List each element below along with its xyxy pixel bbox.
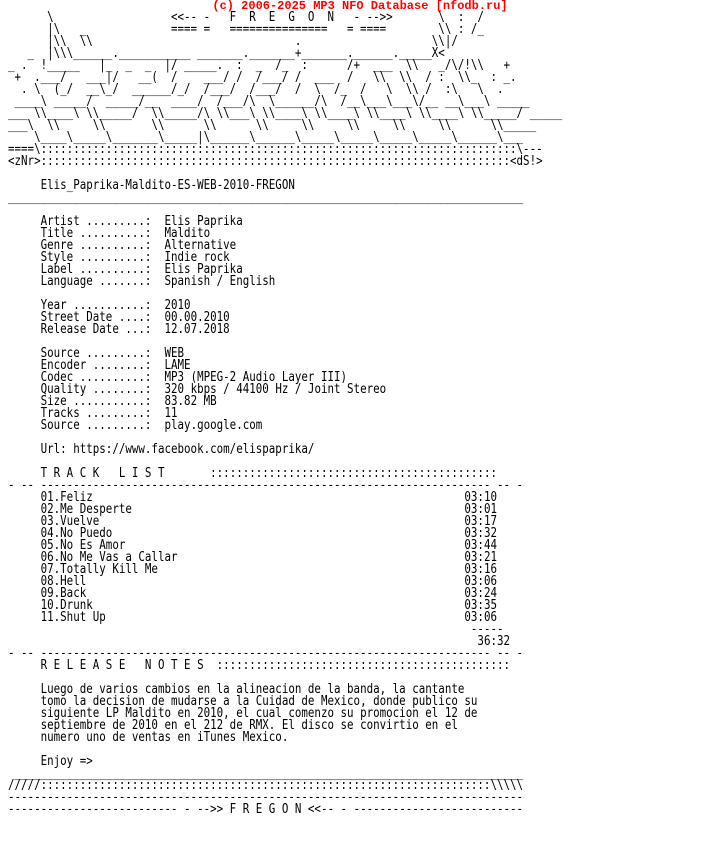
track-title: 03.Vuelve xyxy=(40,514,100,529)
info-label: Size ...........: xyxy=(40,394,152,409)
info-label: Label ..........: xyxy=(40,262,152,277)
info-label: Release Date ...: xyxy=(40,322,152,337)
info-value: 12.07.2018 xyxy=(164,322,230,337)
info-value: MP3 (MPEG-2 Audio Layer III) xyxy=(164,370,348,385)
track-time: 03:06 xyxy=(464,574,497,589)
ascii-banner-line: <zNr>::::::::::::::::::::::::::::::::::::::::::::::::::::::::::::::::::::::::<dS!> xyxy=(8,154,543,169)
info-label: Title ..........: xyxy=(40,226,152,241)
info-value: play.google.com xyxy=(164,418,263,433)
track-title: 07.Totally Kill Me xyxy=(40,562,158,577)
track-title: 04.No Puedo xyxy=(40,526,113,541)
info-label: Tracks .........: xyxy=(40,406,152,421)
info-value: 83.82 MB xyxy=(164,394,217,409)
info-label: Quality ........: xyxy=(40,382,152,397)
track-time: 03:21 xyxy=(464,550,497,565)
track-time: 03:01 xyxy=(464,502,497,517)
nfo-text: \ <<-- - F R E G O N - -->> \ : / |\ _ ==== = =============== = ==== \\ : /_ |\\ \\ . \\|/ _ |\\\______.___________ _______._______+_______.______._____X< _ . !_____ |_ _ _ |/ _____. : _ /_ : /+ ___ \\ _/\/!\\ + + .___/ ___|/ __( / ___/ / /___/ / ___ / \\ \\ / : \\_ : _. . \ (_/ __\_/ ______/_/ /___/ /___/ / \ /_ / \ \\ / :\ \ . ____\ _____/ _____/__ ____/ /___/\ \______/\ /__\___\___\/__ __\___\ _____ ___ \\____\ \\_____/ \\_____/\ \\___\ \\____\ \\____\ \\____\ \\____\ \\_____/ _____ ___\ \\ \\ \\ \\ \\ \\ \\ \\ \\ \\_____ \____\_____\_______\_____|\______\______\_____\_____\_____\_____\______\___ ====\:::::::::::::::::::::::::::::::::::::::::::::::::::::::::::::::::::::::::\--- <zNr>::::::::::::::::::::::::::::::::::::::::::::::::::::::::::::::::::::::::<dS!> Elis_Paprika-Maldito-ES-WEB-2010-FREGON _______________________________________________________________________________ Artist .........: Elis Paprika Title ..........: Maldito Genre ..........: Alternative Style ..........: Indie rock Label ..........: Elis Paprika Language .......: Spanish / English Year ...........: 2010 Street Date ....: 00.00.2010 Release Date ...: 12.07.2018 Source .........: WEB Encoder ........: LAME Codec ..........: MP3 (MPEG-2 Audio Layer III) Quality ........: 320 kbps / 44100 Hz / Joint Stereo Size ...........: 83.82 MB Tracks .........: 11 Source .........: play.google.com Url: https://www.facebook.com/elispaprika/ T R A C K L I S T :::::::::::::::::::::::::::::::::::::::::::: - -- --------------------------------------------------------------------- -- - 01.Feliz 03:10 02.Me Desperte 03:01 03.Vuelve 03:17 04.No Puedo 03:32 05.No Es Amor 03:44 06.No Me Vas a Callar 03:21 07.Totally Kill Me 03:16 08.Hell 03:06 09.Back 03:24 10.Drunk 03:35 11.Shut Up 03:06 ----- 36:32 - -- --------------------------------------------------------------------- -- - R E L E A S E N O T E S ::::::::::::::::::::::::::::::::::::::::::::: Luego de varios cambios en la alineacion de la banda, la cantante tomo la decision de mudarse a la Cuidad de Mexico, donde publico su siguiente LP Maldito en 2010, el cual comenzo su promocion el 12 de septiembre de 2010 en el 212 de RMX. El disco se convirtio en el numero uno de ventas en iTunes Mexico. Enjoy => ______________________________________________________________________________ /////:::::::::::::::::::::::::::::::::::::::::::::::::::::::::::::::::::::\\\\\ ------------------------------------------------------------------------------- -------------------------- - -->> F R E G O N <<-- - -------------------------- xyxy=(8,10,563,817)
info-label: Artist .........: xyxy=(40,214,152,229)
ascii-banner-line: |\ _ ==== = =============== = ==== \\ : /_ xyxy=(8,22,484,37)
info-value: Elis Paprika xyxy=(164,214,243,229)
track-time: 03:06 xyxy=(464,610,497,625)
info-label: Source .........: xyxy=(40,418,152,433)
release-note-line: siguiente LP Maldito en 2010, el cual comenzo su promocion el 12 de xyxy=(40,706,478,721)
ascii-banner-line: + .___/ ___|/ __( / ___/ / /___/ / ___ / \\ \\ / : \\_ : _. xyxy=(8,70,517,85)
info-value: 11 xyxy=(164,406,178,421)
ascii-banner-line: _ . !_____ |_ _ _ |/ _____. : _ /_ : /+ ___ \\ _/\/!\\ + xyxy=(8,58,511,73)
release-note-line: Luego de varios cambios en la alineacion de la banda, la cantante xyxy=(40,682,465,697)
track-title: 05.No Es Amor xyxy=(40,538,126,553)
info-label: Encoder ........: xyxy=(40,358,152,373)
url-line: Url: https://www.facebook.com/elispaprika/ xyxy=(40,442,315,457)
track-title: 08.Hell xyxy=(40,574,87,589)
track-time: 03:17 xyxy=(464,514,497,529)
info-label: Codec ..........: xyxy=(40,370,152,385)
enjoy-text: Enjoy => xyxy=(40,754,93,769)
track-time: 03:10 xyxy=(464,490,497,505)
track-time: 03:24 xyxy=(464,586,497,601)
info-value: Maldito xyxy=(164,226,211,241)
info-value: 320 kbps / 44100 Hz / Joint Stereo xyxy=(164,382,387,397)
track-time: 03:35 xyxy=(464,598,497,613)
track-title: 06.No Me Vas a Callar xyxy=(40,550,178,565)
track-title: 02.Me Desperte xyxy=(40,502,132,517)
track-title: 09.Back xyxy=(40,586,87,601)
total-time: 36:32 xyxy=(477,634,511,649)
track-title: 11.Shut Up xyxy=(40,610,106,625)
release-note-line: numero uno de ventas en iTunes Mexico. xyxy=(40,730,289,745)
ascii-banner-line: ====\:::::::::::::::::::::::::::::::::::::::::::::::::::::::::::::::::::::::::\--- xyxy=(8,142,543,157)
ascii-banner-line: ___ \\____\ \\_____/ \\_____/\ \\___\ \\____\ \\____\ \\____\ \\____\ \\_____/ _____ xyxy=(8,106,563,121)
track-time: 03:16 xyxy=(464,562,497,577)
info-label: Year ...........: xyxy=(40,298,152,313)
info-label: Street Date ....: xyxy=(40,310,152,325)
ascii-banner-line: . \ (_/ __\_/ ______/_/ /___/ /___/ / \ /_ / \ \\ / :\ \ . xyxy=(8,82,504,97)
ascii-banner-line: \____\_____\_______\_____|\______\______\_____\_____\_____\_____\______\___ xyxy=(8,130,524,145)
info-value: Indie rock xyxy=(164,250,230,265)
track-time: 03:32 xyxy=(464,526,497,541)
info-value: Alternative xyxy=(164,238,237,253)
release-name: Elis_Paprika-Maldito-ES-WEB-2010-FREGON xyxy=(40,178,295,193)
ascii-banner-line: ___\ \\ \\ \\ \\ \\ \\ \\ \\ \\ \\_____ xyxy=(8,118,537,133)
release-notes-title: R E L E A S E N O T E S xyxy=(40,658,204,673)
release-note-line: tomo la decision de mudarse a la Cuidad de Mexico, donde publico su xyxy=(40,694,478,709)
info-label: Source .........: xyxy=(40,346,152,361)
info-value: Elis Paprika xyxy=(164,262,243,277)
track-title: 01.Feliz xyxy=(40,490,93,505)
info-value: 00.00.2010 xyxy=(164,310,230,325)
footer-title: - -->> F R E G O N <<-- - xyxy=(184,802,348,817)
ascii-banner-line: \ <<-- - F R E G O N - -->> \ : / xyxy=(8,10,484,25)
ascii-banner-line: _ |\\\______.___________ _______._______+_______.______._____X< xyxy=(8,46,445,61)
info-label: Style ..........: xyxy=(40,250,152,265)
info-value: 2010 xyxy=(164,298,191,313)
track-title: 10.Drunk xyxy=(40,598,93,613)
track-list-title: T R A C K L I S T xyxy=(40,466,165,481)
release-note-line: septiembre de 2010 en el 212 de RMX. El disco se convirtio en el xyxy=(40,718,458,733)
info-value: LAME xyxy=(164,358,191,373)
copyright-header: (c) 2006-2025 MP3 NFO Database [nfodb.ru] xyxy=(212,0,508,13)
info-label: Language .......: xyxy=(40,274,152,289)
info-label: Genre ..........: xyxy=(40,238,152,253)
track-time: 03:44 xyxy=(464,538,497,553)
ascii-banner-line: |\\ \\ . \\|/ xyxy=(8,34,458,49)
info-value: Spanish / English xyxy=(164,274,276,289)
info-value: WEB xyxy=(164,346,185,361)
ascii-banner-line: ____\ _____/ _____/__ ____/ /___/\ \______/\ /__\___\___\/__ __\___\ _____ xyxy=(8,94,530,109)
